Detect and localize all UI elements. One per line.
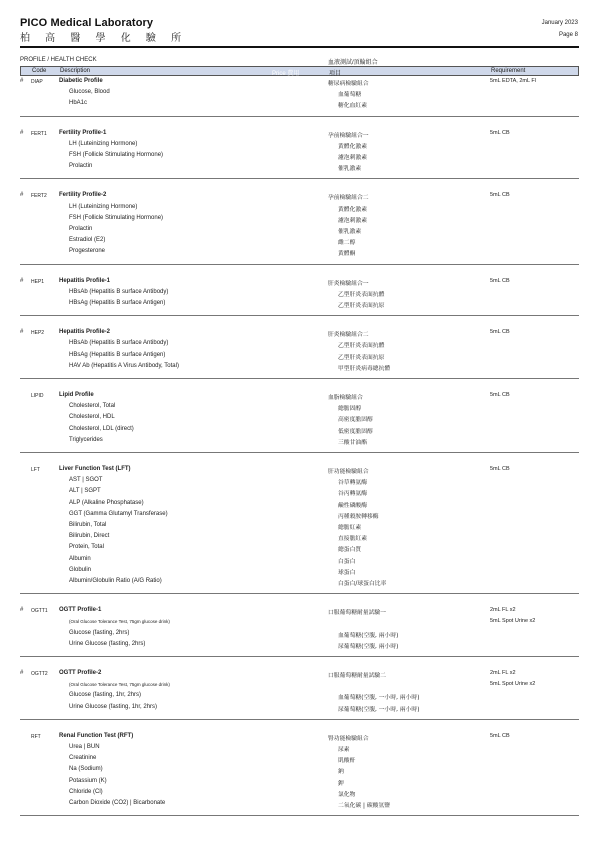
test-name-chinese: 尿葡萄糖(空腹, 兩小時): [338, 643, 399, 650]
profile-name-chinese: 孕前檢驗組合一: [328, 132, 369, 139]
hazard-mark: #: [20, 670, 24, 676]
profile-code: DIAP: [31, 79, 43, 85]
profile-name-chinese: 口服葡萄糖耐量試驗二: [328, 673, 386, 679]
test-name-chinese: 乙型肝炎表面抗原: [338, 302, 385, 309]
test-row: [20, 300, 579, 310]
test-name: Na (Sodium): [69, 766, 103, 773]
test-name-chinese: 乙型肝炎表面抗原: [338, 354, 385, 361]
profile-name-chinese: 腎功能檢驗組合: [328, 735, 369, 742]
profile-name-chinese: 血脂檢驗組合: [328, 395, 363, 401]
profile-name-chinese: 口服葡萄糖耐量試驗一: [328, 610, 386, 617]
profile-note-row: [20, 681, 579, 691]
test-name: Progesterone: [69, 248, 106, 255]
specimen-requirement: 5mL CB: [490, 129, 510, 136]
specimen-requirement: 5mL CB: [490, 277, 510, 284]
test-name: Prolactin: [69, 163, 93, 170]
document-date: January 2023: [541, 20, 578, 26]
profile-code: FERT2: [31, 193, 47, 200]
profile-name: Lipid Profile: [59, 392, 94, 398]
column-description: Description: [60, 68, 91, 74]
profile-code: OGTT1: [31, 608, 48, 615]
profile-divider: [20, 815, 579, 816]
test-row: [20, 766, 579, 776]
test-row: [20, 800, 579, 810]
profile-divider: [20, 315, 579, 316]
test-row: [20, 692, 579, 702]
lab-name-chinese: 柏 高 醫 學 化 驗 所: [20, 33, 188, 44]
test-name-chinese: 乙型肝炎表面抗體: [338, 291, 385, 298]
profile-name: Hepatitis Profile-2: [59, 329, 111, 336]
test-row: [20, 352, 579, 362]
specimen-requirement: 5mL CB: [490, 192, 510, 199]
test-name: ALP (Alkaline Phosphatase): [69, 499, 144, 506]
test-name-chinese: 糖化血紅素: [338, 103, 367, 110]
profile-name-chinese: 孕前檢驗組合二: [328, 195, 369, 202]
test-row: [20, 414, 579, 424]
profile-code: FERT1: [31, 130, 47, 137]
test-name-chinese: 血葡萄糖(空腹, 一小時, 兩小時): [338, 695, 420, 702]
test-name: Bilirubin, Direct: [69, 533, 110, 540]
profile-divider: [20, 178, 579, 179]
lab-name: PICO Medical Laboratory: [20, 17, 154, 29]
profile-code: RFT: [31, 733, 41, 740]
test-name: Creatinine: [69, 755, 97, 762]
test-row: [20, 544, 579, 554]
profile-code: OGTT2: [31, 671, 48, 677]
test-row: [20, 630, 579, 640]
profile-title-row: [20, 192, 579, 202]
profile-name-chinese: 肝炎檢驗組合二: [328, 332, 369, 339]
section-title: PROFILE / HEALTH CHECK: [20, 57, 97, 63]
test-name: Globulin: [69, 566, 92, 573]
test-name: Prolactin: [69, 225, 93, 232]
test-name-chinese: 雌二醇: [338, 240, 356, 247]
test-row: [20, 578, 579, 588]
test-name: Estradiol (E2): [69, 237, 106, 244]
test-name: HBsAb (Hepatitis B surface Antibody): [69, 288, 169, 295]
test-row: [20, 163, 579, 173]
test-name: LH (Luteinizing Hormone): [69, 140, 138, 147]
test-name: Triglycerides: [69, 436, 103, 443]
specimen-requirement: 5mL CB: [490, 466, 510, 472]
test-name-chinese: 尿素: [338, 746, 350, 753]
page-number: Page 8: [558, 32, 578, 38]
test-name-chinese: 濾泡刺激素: [338, 217, 367, 224]
profile-title-row: [20, 78, 579, 88]
test-name-chinese: 黃體化激素: [338, 143, 367, 150]
test-name-chinese: 總膽固醇: [338, 406, 362, 413]
test-row: [20, 215, 579, 225]
specimen-requirement: 2mL FL x2: [490, 607, 516, 614]
profile-name-chinese: 肝炎檢驗組合一: [328, 280, 369, 287]
test-name: Carbon Dioxide (CO2) | Bicarbonate: [69, 799, 166, 806]
profile-name: Hepatitis Profile-1: [59, 277, 111, 284]
test-name-chinese: 二氧化碳 | 碳酸氫鹽: [338, 802, 391, 809]
test-name: ALT | SGPT: [69, 488, 101, 495]
profile-title-row: [20, 607, 579, 617]
test-name: HAV Ab (Hepatitis A Virus Antibody, Total): [69, 362, 179, 369]
profile-name: Liver Function Test (LFT): [59, 466, 131, 472]
test-row: [20, 437, 579, 447]
test-name: Urine Glucose (fasting, 2hrs): [69, 640, 146, 647]
hazard-mark: #: [20, 277, 24, 284]
hazard-mark: #: [20, 129, 24, 136]
profile-divider: [20, 264, 579, 265]
test-name: FSH (Follicle Stimulating Hormone): [69, 214, 164, 221]
test-name: HBsAg (Hepatitis B surface Antigen): [69, 299, 166, 306]
test-row: [20, 567, 579, 577]
test-name-chinese: 血葡萄糖: [338, 92, 362, 99]
profile-title-row: [20, 278, 579, 288]
header-rule: [20, 46, 579, 48]
profile-name-chinese: 糖尿病檢驗組合: [328, 81, 369, 87]
test-name: Cholesterol, Total: [69, 403, 116, 410]
test-name: Urine Glucose (fasting, 1hr, 2hrs): [69, 703, 158, 710]
profile-divider: [20, 378, 579, 379]
test-name-chinese: 總蛋白質: [338, 547, 362, 554]
test-row: [20, 704, 579, 714]
profile-note-row: [20, 618, 579, 628]
profile-divider: [20, 719, 579, 720]
profile-note: (Oral Glucose Tolerance Test, 75gm glucose drink): [69, 682, 170, 688]
test-row: [20, 89, 579, 99]
test-row: [20, 289, 579, 299]
test-row: [20, 141, 579, 151]
test-name-chinese: 丙種穀胺轉移酶: [338, 513, 379, 520]
test-name: Cholesterol, HDL: [69, 414, 115, 421]
test-name-chinese: 氯化物: [338, 791, 356, 798]
test-name-chinese: 鈉: [338, 769, 344, 776]
test-name-chinese: 球蛋白: [338, 569, 356, 576]
test-name: FSH (Follicle Stimulating Hormone): [69, 151, 164, 158]
profile-divider: [20, 593, 579, 594]
hazard-mark: #: [20, 607, 24, 614]
test-name: HbA1c: [69, 100, 88, 107]
test-name-chinese: 白蛋白/球蛋白比率: [338, 581, 387, 587]
test-name-chinese: 乙型肝炎表面抗體: [338, 343, 385, 350]
profile-title-row: [20, 130, 579, 140]
test-row: [20, 248, 579, 258]
test-row: [20, 522, 579, 532]
specimen-requirement: 5mL EDTA, 2mL Fl: [490, 78, 536, 84]
test-row: [20, 755, 579, 765]
test-row: [20, 152, 579, 162]
test-row: [20, 226, 579, 236]
test-name-chinese: 催乳激素: [338, 166, 362, 173]
test-name-chinese: 總膽紅素: [338, 525, 362, 531]
specimen-requirement: 5mL Spot Urine x2: [490, 681, 536, 688]
test-name: Potassium (K): [69, 777, 107, 784]
profile-name: OGTT Profile-1: [59, 607, 102, 614]
profile-title-row: [20, 733, 579, 743]
test-row: [20, 556, 579, 566]
test-name: Albumin/Globulin Ratio (A/G Ratio): [69, 578, 162, 584]
test-name-chinese: 血葡萄糖(空腹, 兩小時): [338, 632, 399, 639]
test-name: GGT (Gamma Glutamyl Transferase): [69, 510, 168, 517]
test-name: Glucose (fasting, 1hr, 2hrs): [69, 692, 142, 699]
test-name: AST | SGOT: [69, 477, 103, 484]
test-row: [20, 204, 579, 214]
profile-code: HEP1: [31, 278, 45, 285]
test-name-chinese: 低密度膽固醇: [338, 428, 373, 435]
test-name: HBsAb (Hepatitis B surface Antibody): [69, 340, 169, 347]
profile-code: LIPID: [31, 393, 44, 399]
specimen-requirement: 2mL FL x2: [490, 670, 516, 676]
test-row: [20, 363, 579, 373]
test-name-chinese: 黃體酮: [338, 251, 356, 258]
profile-title-row: [20, 466, 579, 476]
test-row: [20, 641, 579, 651]
test-name: HBsAg (Hepatitis B surface Antigen): [69, 351, 166, 358]
test-row: [20, 100, 579, 110]
hazard-mark: #: [20, 78, 24, 84]
profile-code: HEP2: [31, 330, 45, 337]
test-row: [20, 237, 579, 247]
test-name: Urea | BUN: [69, 743, 100, 750]
test-name: Albumin: [69, 555, 91, 562]
profile-title-row: [20, 329, 579, 339]
specimen-requirement: 5mL Spot Urine x2: [490, 618, 536, 625]
specimen-requirement: 5mL CB: [490, 392, 510, 398]
test-name-chinese: 鹼性磷酸酶: [338, 502, 367, 509]
column-price: Price 費用: [272, 71, 300, 77]
column-item: 項目: [329, 71, 342, 77]
test-row: [20, 403, 579, 413]
test-name-chinese: 高密度膽固醇: [338, 417, 373, 424]
test-name-chinese: 鉀: [338, 780, 344, 787]
test-name-chinese: 催乳激素: [338, 228, 362, 235]
column-requirement: Requirement: [491, 68, 526, 74]
test-name-chinese: 黃體化激素: [338, 206, 367, 213]
test-name: Cholesterol, LDL (direct): [69, 425, 134, 432]
test-name-chinese: 谷草轉氨酶: [338, 480, 367, 487]
profile-name: Fertility Profile-2: [59, 192, 107, 199]
page-header: [20, 17, 578, 47]
test-row: [20, 340, 579, 350]
test-name: Chloride (Cl): [69, 788, 103, 795]
specimen-requirement: 5mL CB: [490, 329, 510, 336]
profile-divider: [20, 116, 579, 117]
test-row: [20, 426, 579, 436]
test-name: Glucose, Blood: [69, 89, 110, 96]
test-name-chinese: 三酸甘油酯: [338, 439, 367, 446]
test-row: [20, 477, 579, 487]
test-name-chinese: 尿葡萄糖(空腹, 一小時, 兩小時): [338, 706, 420, 713]
profile-name: OGTT Profile-2: [59, 670, 102, 676]
hazard-mark: #: [20, 192, 24, 199]
test-row: [20, 789, 579, 799]
test-name-chinese: 甲型肝炎病毒總抗體: [338, 365, 391, 372]
test-name: Glucose (fasting, 2hrs): [69, 629, 130, 636]
test-row: [20, 488, 579, 498]
test-name-chinese: 濾泡刺激素: [338, 154, 367, 161]
test-name-chinese: 直接膽紅素: [338, 536, 367, 543]
profile-note: (Oral Glucose Tolerance Test, 75gm glucose drink): [69, 619, 170, 625]
column-code: Code: [32, 68, 47, 74]
specimen-requirement: 5mL CB: [490, 732, 510, 739]
profile-code: LFT: [31, 467, 40, 473]
test-name: Bilirubin, Total: [69, 522, 107, 528]
profile-name: Fertility Profile-1: [59, 129, 107, 136]
test-name-chinese: 肌酸酐: [338, 758, 356, 765]
test-row: [20, 500, 579, 510]
profile-title-row: [20, 670, 579, 680]
profile-name: Renal Function Test (RFT): [59, 732, 134, 739]
column-header-bar: [20, 66, 579, 76]
profile-name-chinese: 肝功能檢驗組合: [328, 469, 369, 475]
test-row: [20, 533, 579, 543]
profile-divider: [20, 656, 579, 657]
test-name-chinese: 谷丙轉氨酶: [338, 491, 367, 498]
section-title-chinese: 血液測試/頂輪組合: [328, 60, 378, 66]
hazard-mark: #: [20, 329, 24, 336]
profile-name: Diabetic Profile: [59, 78, 103, 84]
test-name: LH (Luteinizing Hormone): [69, 203, 138, 210]
profile-title-row: [20, 392, 579, 402]
profile-divider: [20, 452, 579, 453]
test-name-chinese: 白蛋白: [338, 558, 356, 565]
test-row: [20, 511, 579, 521]
test-name: Protein, Total: [69, 544, 104, 551]
test-row: [20, 778, 579, 788]
test-row: [20, 744, 579, 754]
